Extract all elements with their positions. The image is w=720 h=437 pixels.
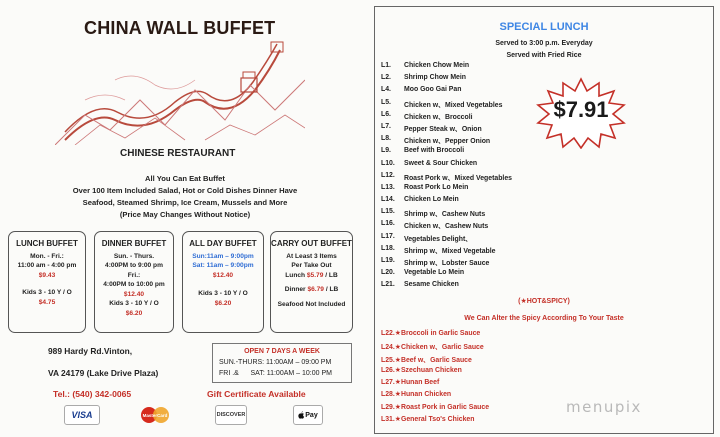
gift-certificate: Gift Certificate Available: [207, 389, 306, 399]
item-name: Sweet & Sour Chicken: [404, 159, 478, 167]
restaurant-title: CHINA WALL BUFFET: [84, 18, 276, 38]
great-wall-illustration: [55, 40, 305, 145]
item-number: L5.: [381, 98, 391, 106]
menu-item: [381, 196, 512, 208]
item-name: Chicken Lo Mein: [404, 196, 459, 204]
menu-item: [381, 245, 512, 257]
info-line: Over 100 Item Included Salad, Hot or Cold Dishes Dinner Have: [72, 186, 298, 195]
carry-dinner-unit: / LB: [325, 286, 339, 294]
allday-kids: Kids 3 - 10 Y / O: [198, 290, 248, 298]
menu-item: [381, 74, 512, 86]
carry-out-heading: CARRY OUT BUFFET: [271, 239, 352, 248]
menu-item: [381, 62, 512, 74]
hours-line2: FRI .& SAT: 11:00AM – 10:00 PM: [219, 369, 332, 377]
item-name: Chicken w、Mixed Vegetables: [404, 101, 503, 109]
item-name: Shrimp Chow Mein: [404, 74, 467, 82]
menu-item: [381, 269, 512, 281]
carry-lunch-label: Lunch: [285, 271, 306, 279]
carry-lunch-price: $5.79: [306, 271, 324, 279]
item-name: Moo Goo Gai Pan: [404, 86, 462, 94]
visa-logo: VISA: [64, 405, 100, 425]
dinner-price: $12.40: [123, 290, 145, 298]
lunch-kids-price: $4.75: [38, 298, 56, 306]
hot-item: L28.★Hunan Chicken: [381, 391, 452, 399]
hot-spicy-title: (★HOT&SPICY): [518, 298, 570, 305]
allday-buffet-heading: ALL DAY BUFFET: [189, 239, 257, 248]
item-name: Shrimp w、Mixed Vegetable: [404, 247, 496, 255]
item-number: L12.: [381, 171, 395, 179]
carry-line1: At Least 3 Items: [286, 252, 337, 260]
dinner-buffet-heading: DINNER BUFFET: [101, 239, 167, 248]
dinner-buffet-box: [94, 231, 174, 333]
item-number: L13.: [381, 183, 395, 191]
item-number: L8.: [381, 135, 391, 143]
hot-item: L22.★Broccoli in Garlic Sauce: [381, 330, 481, 337]
phone-number[interactable]: Tel.: (540) 342-0065: [53, 389, 132, 399]
carry-lunch: [271, 271, 352, 281]
menu-item: [381, 208, 512, 220]
item-number: L9.: [381, 147, 391, 155]
menu-item: [381, 147, 512, 159]
item-number: L19.: [381, 257, 395, 264]
item-name: Roast Pork Lo Mein: [404, 183, 469, 191]
hot-item: L26.★Szechuan Chicken: [381, 366, 462, 374]
menu-item: [381, 257, 512, 269]
served-with: Served with Fried Rice: [506, 52, 582, 59]
dinner-days1: Sun. - Thurs.: [113, 252, 155, 260]
info-line: All You Can Eat Buffet: [145, 174, 225, 183]
dinner-kids-price: $6.20: [125, 309, 143, 317]
lunch-days: Mon. - Fri.:: [30, 252, 64, 260]
item-name: Sesame Chicken: [404, 281, 459, 289]
item-number: L2.: [381, 74, 391, 82]
hot-item: L27.★Hunan Beef: [381, 379, 440, 387]
dinner-days2: Fri.:: [127, 271, 141, 279]
item-name: Roast Pork w、Mixed Vegetables: [404, 174, 512, 182]
hot-spicy-note: We Can Alter the Spicy According To Your Taste: [464, 315, 624, 322]
dinner-hours2: 4:00PM to 10:00 pm: [103, 281, 165, 289]
item-name: Vegetable Lo Mein: [404, 269, 465, 277]
carry-seafood: Seafood Not Included: [277, 300, 346, 308]
item-number: L20.: [381, 269, 395, 277]
menu-item: [381, 135, 512, 147]
special-lunch-title: SPECIAL LUNCH: [499, 21, 589, 33]
item-number: L16.: [381, 220, 395, 228]
carry-dinner: [271, 285, 352, 295]
lunch-buffet-box: [8, 231, 86, 333]
item-number: L14.: [381, 196, 395, 204]
dinner-kids: Kids 3 - 10 Y / O: [109, 300, 159, 308]
address-line2: VA 24179 (Lake Drive Plaza): [48, 368, 159, 378]
item-name: Shrimp w、Lobster Sauce: [404, 260, 490, 267]
hot-item: L29.★Roast Pork in Garlic Sauce: [381, 403, 490, 411]
lunch-hours: 11:00 am - 4:00 pm: [17, 262, 77, 270]
item-number: L1.: [381, 62, 391, 69]
item-name: Shrimp w、Cashew Nuts: [404, 211, 486, 219]
hours-title: OPEN 7 DAYS A WEEK: [244, 348, 320, 355]
lunch-kids: Kids 3 - 10 Y / O: [22, 289, 72, 297]
served-time: Served to 3:00 p.m. Everyday: [495, 40, 593, 47]
allday-kids-price: $6.20: [214, 299, 232, 307]
carry-line2: Per Take Out: [291, 262, 332, 270]
item-number: L21.: [381, 281, 395, 289]
restaurant-subtitle: CHINESE RESTAURANT: [120, 148, 236, 159]
apple-icon: [298, 411, 305, 419]
special-lunch-price: $7.91: [553, 97, 609, 122]
menu-item: [381, 220, 512, 232]
carry-out-box: [270, 231, 353, 333]
applepay-label: Pay: [305, 411, 318, 419]
hot-item: L24.★Chicken w、Garlic Sauce: [381, 344, 484, 352]
carry-dinner-label: Dinner: [284, 286, 306, 294]
hours-line1: SUN.-THURS: 11:00AM – 09:00 PM: [219, 359, 332, 366]
dinner-hours1: 4:00PM to 9:00 pm: [105, 262, 163, 270]
allday-sat: Sat: 11am – 9:00pm: [192, 262, 254, 270]
item-name: Chicken w、Broccoli: [404, 113, 473, 121]
lunch-price: $9.43: [38, 271, 56, 279]
special-lunch-list: [381, 62, 512, 294]
item-name: Pepper Steak w、Onion: [404, 125, 482, 133]
item-name: Vegetables Delight、: [404, 235, 473, 243]
menu-item: [381, 281, 512, 293]
special-lunch-panel: [374, 6, 714, 434]
applepay-logo: [293, 405, 323, 425]
allday-sun: Sun:11am – 9:00pm: [192, 252, 254, 260]
menu-item: [381, 86, 512, 98]
discover-logo: DISCOVER: [215, 405, 247, 425]
menupix-watermark: menupix: [566, 398, 642, 416]
item-number: L6.: [381, 110, 391, 118]
item-number: L17.: [381, 232, 395, 240]
item-name: Chicken w、Cashew Nuts: [404, 223, 489, 231]
item-number: L4.: [381, 86, 391, 94]
allday-price: $12.40: [212, 271, 234, 279]
item-name: Chicken Chow Mein: [404, 62, 470, 69]
menu-item: [381, 233, 512, 245]
carry-lunch-unit: / LB: [325, 271, 338, 279]
hot-item: L31.★General Tso's Chicken: [381, 416, 475, 424]
hot-spicy-list: [381, 329, 489, 427]
lunch-buffet-heading: LUNCH BUFFET: [16, 239, 78, 248]
menu-item: [381, 111, 512, 123]
mastercard-label: MasterCard: [142, 412, 168, 418]
menu-item: [381, 160, 512, 172]
item-number: L15.: [381, 208, 395, 216]
menu-item: [381, 99, 512, 111]
menu-item: [381, 184, 512, 196]
item-name: Beef with Broccoli: [404, 147, 465, 155]
info-line: (Price May Changes Without Notice): [119, 210, 251, 219]
menu-item: [381, 123, 512, 135]
menu-item: [381, 172, 512, 184]
info-line: Seafood, Steamed Shrimp, Ice Cream, Mussels and More: [82, 198, 288, 207]
mastercard-logo: [141, 405, 169, 425]
address-line1: 989 Hardy Rd.Vinton,: [48, 346, 133, 356]
item-name: Chicken w、Pepper Onion: [404, 138, 491, 146]
allday-buffet-box: [182, 231, 264, 333]
item-number: L10.: [381, 159, 395, 167]
item-number: L18.: [381, 244, 395, 252]
hot-item: L25.★Beef w、Garlic Sauce: [381, 356, 472, 364]
hours-box: [212, 343, 352, 383]
carry-dinner-price: $6.79: [307, 286, 324, 294]
item-number: L7.: [381, 122, 391, 130]
